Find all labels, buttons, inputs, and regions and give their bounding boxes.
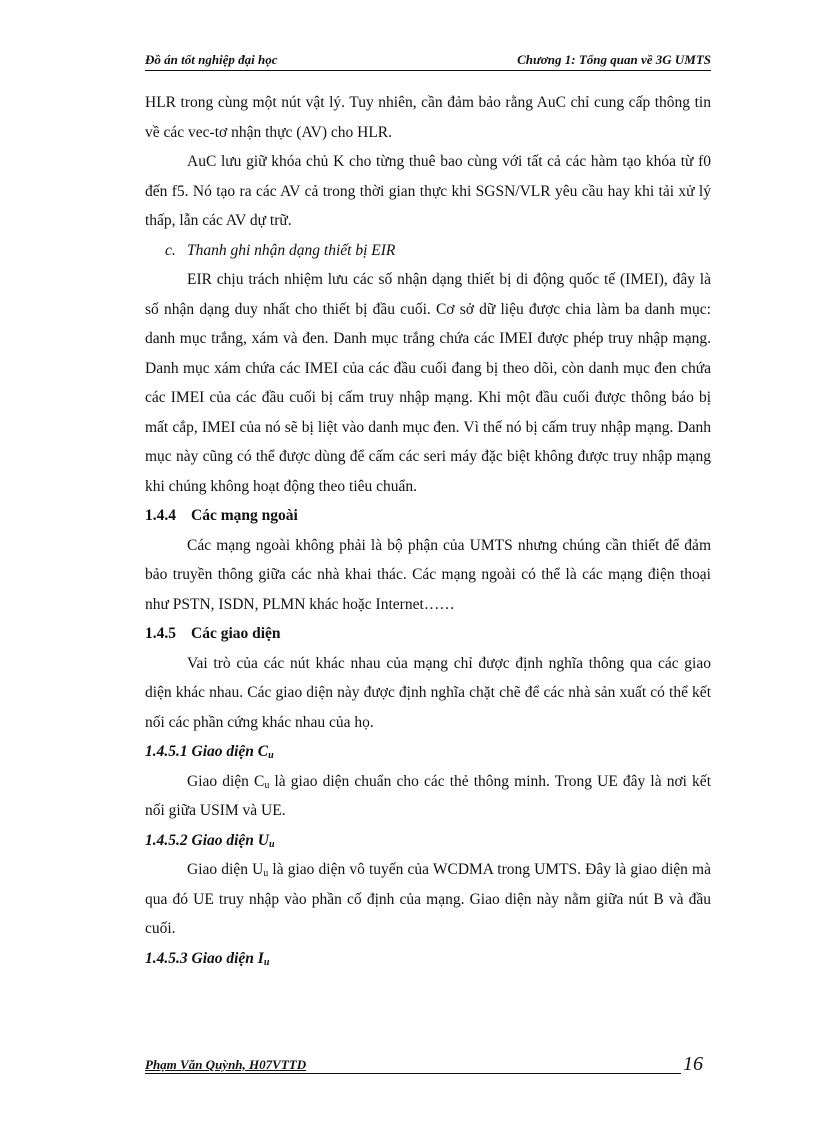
paragraph-hlr-continuation: HLR trong cùng một nút vật lý. Tuy nhiên, cần đảm bảo rằng AuC chỉ cung cấp thông tin về các vec-tơ nhận thực (AV) cho HLR. bbox=[145, 94, 711, 141]
paragraph-external-networks: Các mạng ngoài không phải là bộ phận của UMTS nhưng chúng cần thiết để đảm bảo truyền thông giữa các nhà khai thác. Các mạng ngoài có thể là các mạng điện thoại như PSTN, ISDN, PLMN khác hoặc Internet…… bbox=[145, 536, 711, 613]
section-heading-1-4-5 bbox=[145, 619, 711, 649]
header-thesis-title: Đồ án tốt nghiệp đại học bbox=[145, 52, 278, 67]
paragraph-auc: AuC lưu giữ khóa chủ K cho từng thuê bao cùng với tất cả các hàm tạo khóa từ f0 đến f5. Nó tạo ra các AV cả trong thời gian thực khi SGSN/VLR yêu cầu hay khi tải xử lý thấp, lẫn các AV dự trữ. bbox=[145, 153, 711, 229]
subscript: u bbox=[264, 779, 270, 791]
paragraph-uu-interface bbox=[145, 855, 711, 944]
section-title: 1.4.5.2 Giao diện U bbox=[145, 831, 269, 849]
text-run: Giao diện C bbox=[187, 772, 265, 790]
section-title: 1.4.5.1 Giao diện C bbox=[145, 743, 269, 760]
header-chapter-title: Chương 1: Tổng quan về 3G UMTS bbox=[517, 52, 711, 67]
subscript: u bbox=[263, 956, 270, 968]
section-number: 1.4.4 bbox=[145, 507, 176, 524]
section-heading-1-4-5-3 bbox=[145, 944, 711, 974]
section-number: 1.4.5 bbox=[145, 625, 176, 642]
page-number: 16 bbox=[683, 1053, 703, 1075]
text-run: là giao diện chuẩn cho các thẻ thông minh. Trong UE đây là nơi kết nối giữa USIM và UE. bbox=[145, 772, 711, 819]
section-title: Các mạng ngoài bbox=[191, 507, 298, 524]
subheading-eir bbox=[145, 236, 711, 266]
paragraph-interfaces: Vai trò của các nút khác nhau của mạng chỉ được định nghĩa thông qua các giao diện khác nhau. Các giao diện này được định nghĩa chặt chẽ để các nhà sản xuất có thể kết nối các phần cứng khác nhau của họ. bbox=[145, 654, 711, 731]
section-title: 1.4.5.3 Giao diện I bbox=[145, 949, 264, 967]
section-heading-1-4-4 bbox=[145, 501, 711, 531]
page-header bbox=[145, 52, 711, 70]
subscript: u bbox=[263, 868, 269, 879]
page-footer bbox=[145, 1053, 711, 1079]
paragraph-cu-interface bbox=[145, 767, 711, 826]
subheading-label: c. bbox=[165, 241, 176, 259]
footer-rule bbox=[145, 1073, 681, 1074]
section-heading-1-4-5-1 bbox=[145, 737, 711, 767]
section-title: Các giao diện bbox=[191, 625, 281, 642]
text-run: Giao diện U bbox=[187, 861, 264, 878]
text-run: là giao diện vô tuyến của WCDMA trong UMTS. Đây là giao diện mà qua đó UE truy nhập vào phần cố định của mạng. Giao diện này nằm giữa nút B và đầu cuối. bbox=[145, 861, 711, 937]
footer-author: Phạm Văn Quỳnh, H07VTTD bbox=[145, 1057, 307, 1072]
subscript: u bbox=[269, 838, 275, 850]
subheading-text: Thanh ghi nhận dạng thiết bị EIR bbox=[187, 241, 396, 259]
page-body bbox=[145, 88, 711, 973]
section-heading-1-4-5-2 bbox=[145, 826, 711, 856]
subscript: u bbox=[268, 750, 274, 761]
paragraph-eir: EIR chịu trách nhiệm lưu các số nhận dạng thiết bị di động quốc tế (IMEI), đây là số nhận dạng duy nhất cho thiết bị đầu cuối. Cơ sở dữ liệu được chia làm ba danh mục: danh mục trắng, xám và đen. Danh mục trắng chứa các IMEI được phép truy nhập mạng. Danh mục xám chứa các IMEI của các đầu cuối đang bị theo dõi, còn danh mục đen chứa các IMEI của các đầu cuối bị cấm truy nhập mạng. Khi một đầu cuối được thông báo bị mất cắp, IMEI của nó sẽ bị liệt vào danh mục đen. Vì thế nó bị cấm truy nhập mạng. Danh mục này cũng có thể được dùng để cấm các seri máy đặc biệt không được truy nhập mạng khi chúng không hoạt động theo tiêu chuẩn. bbox=[145, 271, 711, 495]
header-rule bbox=[145, 70, 711, 71]
